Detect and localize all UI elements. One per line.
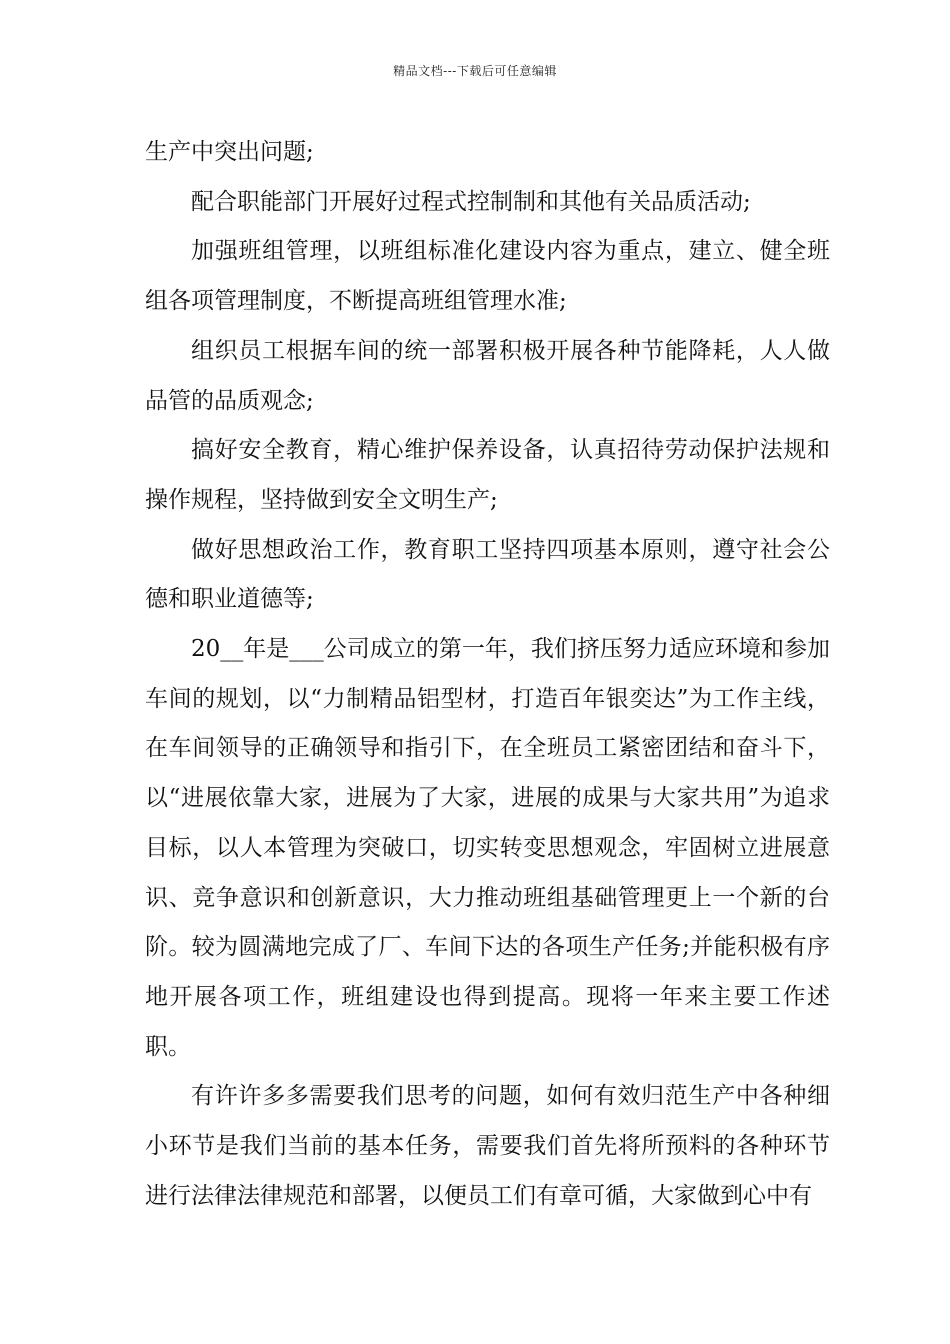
paragraph: 配合职能部门开展好过程式控制制和其他有关品质活动; <box>191 188 751 215</box>
paragraph: 加强班组管理，以班组标准化建设内容为重点，建立、健全班组各项管理制度，不断提高班组管理水准; <box>145 238 830 315</box>
paragraph: 做好思想政治工作，教育职工坚持四项基本原则，遵守社会公德和职业道德等; <box>145 536 830 613</box>
paragraph: 有许许多多需要我们思考的问题，如何有效归范生产中各种细小环节是我们当前的基本任务，需要我们首先将所预料的各种环节进行法律法律规范和部署，以便员工们有章可循，大家做到心中有 <box>145 1083 830 1209</box>
page-header: 精品文档---下载后可任意编辑 <box>393 64 557 78</box>
paragraph: 搞好安全教育，精心维护保养设备，认真招待劳动保护法规和操作规程，坚持做到安全文明生产; <box>145 437 830 513</box>
document-body <box>145 128 830 1221</box>
paragraph: 组织员工根据车间的统一部署积极开展各种节能降耗，人人做品管的品质观念; <box>145 337 830 414</box>
paragraph: 20__年是___公司成立的第一年，我们挤压努力适应环境和参加车间的规划，以“力制精品铝型材，打造百年银奕达”为工作主线，在车间领导的正确领导和指引下，在全班员工紧密团结和奋斗下，以“进展依靠大家，进展为了大家，进展的成果与大家共用”为追求目标，以人本管理为突破口，切实转变思想观念，牢固树立进展意识、竞争意识和创新意识，大力推动班组基础管理更上一个新的台阶。较为圆满地完成了厂、车间下达的各项生产任务;并能积极有序地开展各项工作，班组建设也得到提高。现将一年来主要工作述职。 <box>145 636 830 1060</box>
paragraph: 生产中突出问题; <box>145 139 314 165</box>
